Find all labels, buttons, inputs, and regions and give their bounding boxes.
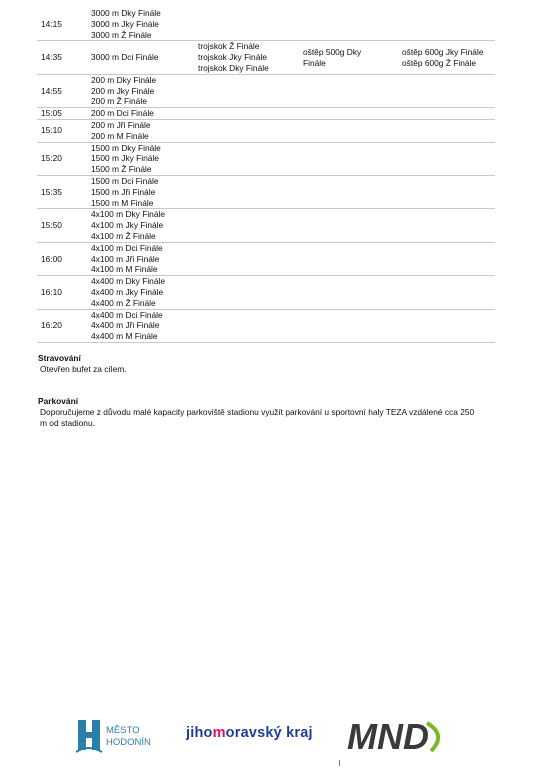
event-line: oštěp 600g Ž Finále bbox=[402, 57, 477, 68]
schedule-events-col3 bbox=[303, 41, 402, 74]
hodonin-logo bbox=[76, 716, 166, 756]
schedule-events-col1 bbox=[91, 175, 198, 208]
schedule-time: 14:55 bbox=[37, 74, 91, 107]
schedule-events-col4 bbox=[402, 276, 495, 309]
schedule-events-col4 bbox=[402, 242, 495, 275]
schedule-events-col4 bbox=[402, 108, 495, 120]
schedule-events-col4 bbox=[402, 74, 495, 107]
event-line: 1500 m Jři Finále bbox=[91, 186, 156, 197]
event-line: 3000 m Dky Finále bbox=[91, 8, 161, 18]
event-line: 4x100 m Jky Finále bbox=[91, 220, 164, 231]
event-line: Finále bbox=[303, 57, 326, 68]
event-line: 200 m Dky Finále bbox=[91, 74, 157, 85]
schedule-events-col2 bbox=[198, 119, 303, 142]
schedule-events-col2 bbox=[198, 175, 303, 208]
sponsor-footer bbox=[0, 705, 550, 765]
schedule-events-col1 bbox=[91, 276, 198, 309]
schedule-events-col2 bbox=[198, 209, 303, 242]
event-line: 4x400 m Jky Finále bbox=[91, 286, 164, 297]
schedule-row bbox=[37, 74, 495, 107]
event-line: 1500 m Dky Finále bbox=[91, 142, 161, 153]
schedule-events-col1 bbox=[91, 41, 198, 74]
event-line: 4x100 m Dky Finále bbox=[91, 209, 166, 220]
schedule-events-col3 bbox=[303, 209, 402, 242]
schedule-events-col2 bbox=[198, 242, 303, 275]
schedule-time: 16:00 bbox=[37, 242, 91, 275]
event-line: 4x400 m Dci Finále bbox=[91, 309, 163, 320]
jmk-text-accent: m bbox=[212, 725, 226, 741]
event-line: 3000 m Ž Finále bbox=[91, 29, 152, 40]
schedule-events-col3 bbox=[303, 8, 402, 41]
schedule-time: 16:10 bbox=[37, 276, 91, 309]
event-line: 200 m Dci Finále bbox=[91, 108, 154, 119]
schedule-time: 14:35 bbox=[37, 41, 91, 74]
schedule-time: 16:20 bbox=[37, 309, 91, 342]
event-line: 200 m M Finále bbox=[91, 130, 149, 141]
schedule-events-col2 bbox=[198, 309, 303, 342]
schedule-events-col1 bbox=[91, 74, 198, 107]
event-line: 4x100 m Jři Finále bbox=[91, 253, 160, 264]
event-line: trojskok Jky Finále bbox=[198, 52, 267, 63]
schedule-body bbox=[37, 8, 495, 342]
jmk-text-part3: oravský kraj bbox=[225, 725, 313, 741]
schedule-row bbox=[37, 119, 495, 142]
catering-text: Otevřen bufet za cílem. bbox=[40, 364, 127, 374]
mnd-wordmark: MND bbox=[347, 716, 429, 755]
schedule-row bbox=[37, 209, 495, 242]
event-line: 1500 m Ž Finále bbox=[91, 164, 152, 175]
schedule-time: 15:50 bbox=[37, 209, 91, 242]
event-line: 1500 m M Finále bbox=[91, 197, 154, 208]
schedule-row bbox=[37, 142, 495, 175]
event-line: trojskok Dky Finále bbox=[198, 62, 269, 73]
schedule-events-col3 bbox=[303, 175, 402, 208]
schedule-events-col1 bbox=[91, 309, 198, 342]
schedule-time: 15:10 bbox=[37, 119, 91, 142]
schedule-row bbox=[37, 41, 495, 74]
schedule-events-col2 bbox=[198, 74, 303, 107]
schedule-events-col1 bbox=[91, 8, 198, 41]
event-line: 200 m Jky Finále bbox=[91, 85, 155, 96]
schedule-row bbox=[37, 242, 495, 275]
mnd-logo bbox=[347, 715, 453, 755]
jmk-text-part1: jiho bbox=[186, 725, 213, 741]
catering-heading: Stravování bbox=[38, 353, 81, 363]
hodonin-emblem bbox=[78, 720, 100, 750]
event-line: 200 m Ž Finále bbox=[91, 96, 147, 107]
schedule-events-col1 bbox=[91, 108, 198, 120]
catering-section bbox=[38, 353, 127, 375]
schedule-events-col3 bbox=[303, 242, 402, 275]
schedule-row bbox=[37, 309, 495, 342]
schedule-events-col2 bbox=[198, 276, 303, 309]
schedule-events-col3 bbox=[303, 108, 402, 120]
parking-text: Doporučujeme z důvodu malé kapacity parkoviště stadionu využít parkování u sportovní haly TEZA vzdálené cca 250 m od stadionu. bbox=[40, 407, 475, 428]
jihomoravsky-kraj-logo bbox=[186, 725, 313, 741]
event-line: trojskok Ž Finále bbox=[198, 41, 260, 52]
schedule-events-col1 bbox=[91, 242, 198, 275]
schedule-events-col2 bbox=[198, 142, 303, 175]
schedule-events-col1 bbox=[91, 142, 198, 175]
schedule-events-col2 bbox=[198, 8, 303, 41]
schedule-row bbox=[37, 276, 495, 309]
parking-section bbox=[38, 396, 478, 429]
event-line: 1500 m Dci Finále bbox=[91, 175, 159, 186]
event-line: 4x100 m Ž Finále bbox=[91, 230, 156, 241]
event-line: oštěp 600g Jky Finále bbox=[402, 46, 484, 57]
event-line: oštěp 500g Dky bbox=[303, 46, 362, 57]
event-line: 4x100 m Dci Finále bbox=[91, 242, 163, 253]
schedule-time: 15:35 bbox=[37, 175, 91, 208]
schedule-events-col4 bbox=[402, 41, 495, 74]
schedule-events-col4 bbox=[402, 309, 495, 342]
schedule-events-col1 bbox=[91, 209, 198, 242]
schedule-events-col3 bbox=[303, 119, 402, 142]
schedule-events-col2 bbox=[198, 108, 303, 120]
schedule-time: 15:05 bbox=[37, 108, 91, 120]
event-line: 4x400 m M Finále bbox=[91, 331, 158, 342]
schedule-events-col4 bbox=[402, 209, 495, 242]
event-line: 4x400 m Dky Finále bbox=[91, 276, 166, 287]
schedule-events-col4 bbox=[402, 119, 495, 142]
schedule-time: 15:20 bbox=[37, 142, 91, 175]
schedule-events-col3 bbox=[303, 309, 402, 342]
schedule-events-col4 bbox=[402, 175, 495, 208]
schedule-events-col4 bbox=[402, 142, 495, 175]
schedule-row bbox=[37, 8, 495, 41]
schedule-row bbox=[37, 108, 495, 120]
event-line: 200 m Jři Finále bbox=[91, 119, 151, 130]
parking-heading: Parkování bbox=[38, 396, 79, 406]
event-line: 4x400 m Jři Finále bbox=[91, 320, 160, 331]
schedule-events-col3 bbox=[303, 276, 402, 309]
schedule-events-col4 bbox=[402, 8, 495, 41]
schedule-events-col1 bbox=[91, 119, 198, 142]
event-line: 3000 m Dci Finále bbox=[91, 52, 159, 63]
schedule-time: 14:15 bbox=[37, 8, 91, 41]
event-line: 4x400 m Ž Finále bbox=[91, 297, 156, 308]
schedule-table bbox=[37, 8, 495, 343]
hodonin-line2: HODONÍN bbox=[106, 737, 151, 748]
schedule-events-col2 bbox=[198, 41, 303, 74]
event-line: 1500 m Jky Finále bbox=[91, 153, 159, 164]
schedule-events-col3 bbox=[303, 142, 402, 175]
event-line: 4x100 m M Finále bbox=[91, 264, 158, 275]
event-line: 3000 m Jky Finále bbox=[91, 18, 159, 29]
schedule-row bbox=[37, 175, 495, 208]
schedule-events-col3 bbox=[303, 74, 402, 107]
page-edge-mark bbox=[339, 760, 340, 766]
hodonin-line1: MĚSTO bbox=[106, 725, 140, 736]
